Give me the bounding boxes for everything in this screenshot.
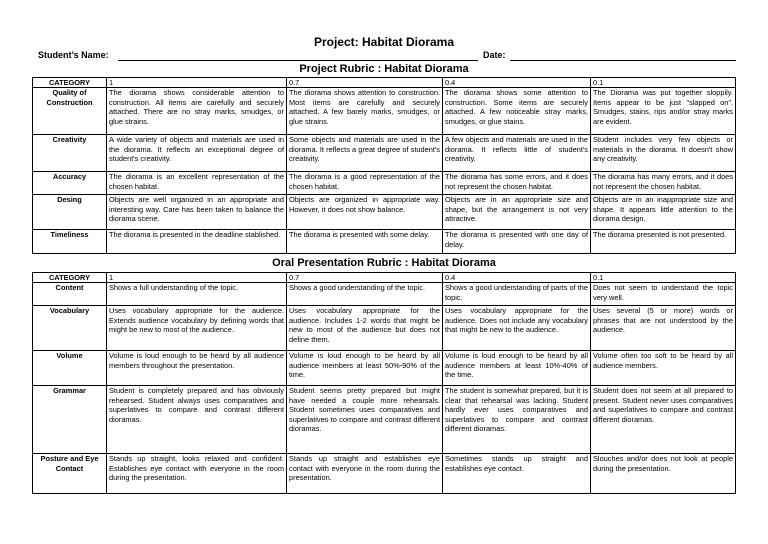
project-rubric-table [32,77,736,254]
table-cell: Shows a good understanding of the topic. [287,283,443,306]
header-category: CATEGORY [33,273,107,283]
table-cell: Volume is loud enough to be heard by all audience members at least 10%-40% of the time. [443,351,591,386]
row-category: Desing [33,195,107,230]
row-category: Vocabulary [33,306,107,351]
project-rubric-title: Project Rubric : Habitat Diorama [299,63,469,75]
table-header-row [33,273,736,283]
table-row [33,351,736,386]
table-cell: Sometimes stands up straight and establishes eye contact. [443,454,591,494]
table-row [33,386,736,454]
table-cell: Objects are in an appropriate size and shape, but the arrangement is not very attractive. [443,195,591,230]
table-row [33,306,736,351]
table-cell: The diorama has some errors, and it does not represent the chosen habitat. [443,172,591,195]
table-cell: Student does not seem at all prepared to present. Student never uses comparatives and superlatives to compare and contrast different dioramas. [591,386,736,454]
student-name-blank[interactable] [118,60,478,61]
header-score: 0.4 [443,273,591,283]
date-blank[interactable] [510,60,736,61]
table-cell: Student seems pretty prepared but might have needed a couple more rehearsals. Student sometimes uses comparatives and superlatives to compare and contrast different dioramas. [287,386,443,454]
table-row [33,230,736,254]
table-cell: The diorama shows some attention to construction. Some items are securely attached. A few noticeable stray marks, smudges, or glue stains. [443,88,591,135]
table-cell: Some objects and materials are used in the diorama. It reflects a great degree of student's creativity. [287,135,443,172]
table-row [33,195,736,230]
table-row [33,172,736,195]
row-category: Volume [33,351,107,386]
table-row [33,88,736,135]
table-cell: Student includes very few objects or materials in the diorama. It doesn't show any creativity. [591,135,736,172]
table-cell: Uses several (5 or more) words or phrases that are not understood by the audience. [591,306,736,351]
oral-rubric-table [32,272,736,494]
table-cell: The diorama shows considerable attention to construction. All items are carefully and securely attached. There are no stray marks, smudges, or glue strains. [107,88,287,135]
document-title: Project: Habitat Diorama [313,35,455,49]
header-score: 0.1 [591,273,736,283]
date-label: Date: [483,50,506,60]
header-score: 0.4 [443,78,591,88]
row-category: Quality of Construction [33,88,107,135]
table-cell: Student is completely prepared and has obviously rehearsed. Student always uses comparatives and superlatives to compare and contrast different dioramas. [107,386,287,454]
header-score: 0.7 [287,78,443,88]
table-cell: The diorama is an excellent representation of the chosen habitat. [107,172,287,195]
row-category: Grammar [33,386,107,454]
table-cell: Objects are in an inappropriate size and shape. It appears little attention to the diorama design. [591,195,736,230]
table-row [33,454,736,494]
row-category: Posture and Eye Contact [33,454,107,494]
table-cell: Uses vocabulary appropriate for the audience. Includes 1-2 words that might be new to most of the audience but does not define them. [287,306,443,351]
student-info-line [38,50,738,64]
table-cell: Objects are well organized in an appropriate and interesting way. Care has been taken to balance the diorama scene. [107,195,287,230]
table-cell: The Diorama was put together sloppily. Items appear to be just "slapped on". Smudges, stains, rips and/or stray marks are evident. [591,88,736,135]
table-cell: Volume is loud enough to be heard by all audience members throughout the presentation. [107,351,287,386]
table-cell: Shows a full understanding of the topic. [107,283,287,306]
table-cell: Volume is loud enough to be heard by all audience members at least 50%-90% of the time. [287,351,443,386]
table-row [33,135,736,172]
table-cell: The diorama is presented with one day of delay. [443,230,591,254]
table-cell: The student is somewhat prepared, but it is clear that rehearsal was lacking. Student hardly ever uses comparatives and superlatives to compare and contrast different dioramas. [443,386,591,454]
row-category: Accuracy [33,172,107,195]
header-score: 1 [107,78,287,88]
table-cell: Uses vocabulary appropriate for the audience. Extends audience vocabulary by defining words that might be new to most of the audience. [107,306,287,351]
row-category: Creativity [33,135,107,172]
header-score: 0.1 [591,78,736,88]
table-cell: The diorama is presented with some delay. [287,230,443,254]
student-name-label: Student’s Name: [38,50,109,60]
table-row [33,283,736,306]
table-cell: Stands up straight and establishes eye contact with everyone in the room during the presentation. [287,454,443,494]
header-score: 1 [107,273,287,283]
table-cell: Stands up straight, looks relaxed and confident. Establishes eye contact with everyone in the room during the presentation. [107,454,287,494]
table-cell: The diorama is presented in the deadline stablished. [107,230,287,254]
table-cell: The diorama presented is not presented. [591,230,736,254]
table-cell: A wide variety of objects and materials are used in the diorama. It reflects an exceptional degree of student's creativity. [107,135,287,172]
row-category: Timeliness [33,230,107,254]
header-score: 0.7 [287,273,443,283]
table-cell: The diorama is a good representation of the chosen habitat. [287,172,443,195]
header-category: CATEGORY [33,78,107,88]
row-category: Content [33,283,107,306]
table-cell: A few objects and materials are used in the diorama. It reflects little of student's creativity. [443,135,591,172]
table-cell: Objects are organized in appropriate way. However, it does not show balance. [287,195,443,230]
table-cell: Volume often too soft to be heard by all audience members. [591,351,736,386]
oral-rubric-title: Oral Presentation Rubric : Habitat Diorama [272,257,496,269]
table-cell: The diorama shows attention to construction. Most items are carefully and securely attached. A few barely marks, smudges, or glue strains. [287,88,443,135]
table-header-row [33,78,736,88]
table-cell: The diorama has many errors, and it does not represent the chosen habitat. [591,172,736,195]
table-cell: Uses vocabulary appropriate for the audience. Does not include any vocabulary that might be new to the audience. [443,306,591,351]
table-cell: Does not seem to understand the topic very well. [591,283,736,306]
table-cell: Slouches and/or does not look at people during the presentation. [591,454,736,494]
table-cell: Shows a good understanding of parts of the topic. [443,283,591,306]
